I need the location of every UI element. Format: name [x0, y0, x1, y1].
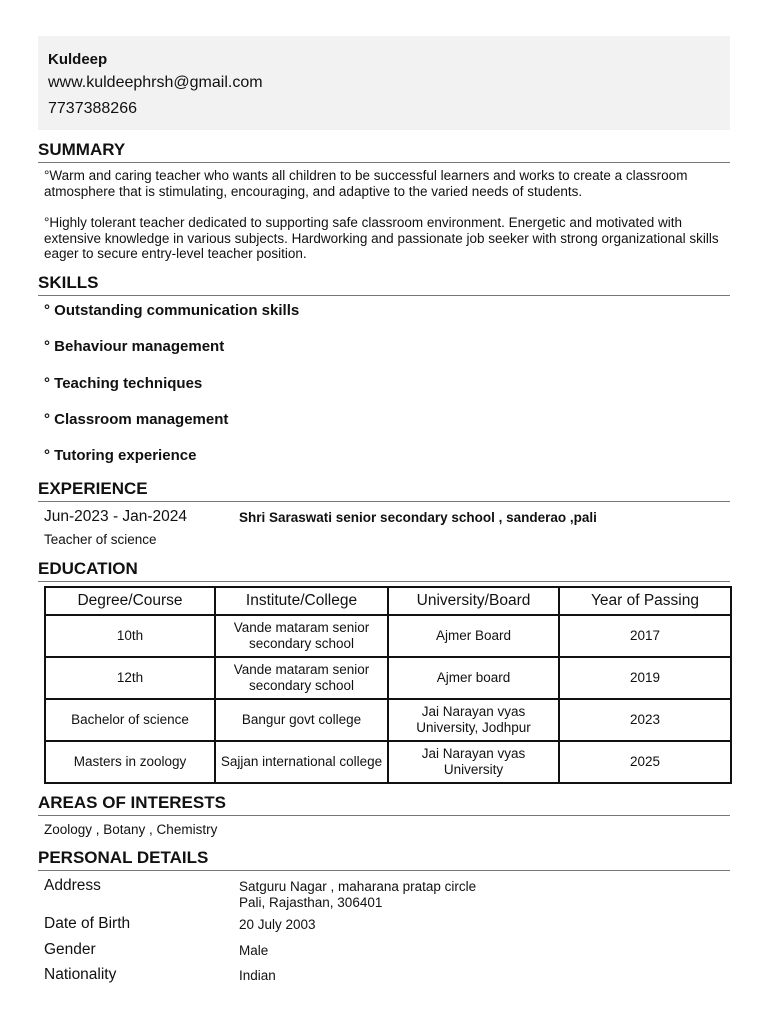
- table-row: [45, 699, 731, 741]
- table-cell: Ajmer Board: [388, 615, 559, 657]
- address-label: Address: [44, 877, 101, 894]
- table-cell: 10th: [45, 615, 215, 657]
- contact-header: [38, 36, 730, 130]
- table-cell: Masters in zoology: [45, 741, 215, 783]
- table-row: [45, 615, 731, 657]
- table-cell: 2019: [559, 657, 731, 699]
- table-cell: Vande mataram senior secondary school: [215, 615, 388, 657]
- skill-item: ° Classroom management: [44, 411, 229, 428]
- personal-details-heading: PERSONAL DETAILS: [38, 847, 730, 871]
- nationality-value: Indian: [239, 968, 276, 983]
- education-heading: EDUCATION: [38, 558, 730, 582]
- experience-dates: Jun-2023 - Jan-2024: [44, 508, 188, 525]
- skill-item: ° Outstanding communication skills: [44, 302, 300, 319]
- table-cell: 2017: [559, 615, 731, 657]
- phone-text: 7737388266: [48, 100, 137, 117]
- dob-label: Date of Birth: [44, 915, 131, 932]
- table-header-row: [45, 587, 731, 615]
- summary-heading: SUMMARY: [38, 139, 730, 163]
- gender-value: Male: [239, 943, 269, 958]
- skill-item: ° Behaviour management: [44, 338, 225, 355]
- address-line-1: Satguru Nagar , maharana pratap circle: [239, 879, 477, 894]
- skill-item: ° Tutoring experience: [44, 447, 197, 464]
- experience-organization: Shri Saraswati senior secondary school , sanderao ,pali: [239, 510, 597, 525]
- column-header: Degree/Course: [45, 587, 215, 615]
- address-line-2: Pali, Rajasthan, 306401: [239, 895, 383, 910]
- skill-item: ° Teaching techniques: [44, 375, 203, 392]
- experience-heading: EXPERIENCE: [38, 478, 730, 502]
- table-cell: Jai Narayan vyas University: [388, 741, 559, 783]
- summary-paragraph-1: °Warm and caring teacher who wants all children to be successful learners and works to create a classroom atmosphere that is stimulating, encouraging, and adaptive to the varied needs of students.: [44, 168, 688, 199]
- experience-role: Teacher of science: [44, 532, 157, 547]
- interests-text: Zoology , Botany , Chemistry: [44, 822, 218, 837]
- table-cell: Vande mataram senior secondary school: [215, 657, 388, 699]
- table-cell: 2025: [559, 741, 731, 783]
- table-row: [45, 657, 731, 699]
- table-cell: Bachelor of science: [45, 699, 215, 741]
- interests-heading: AREAS OF INTERESTS: [38, 792, 730, 816]
- table-cell: Jai Narayan vyas University, Jodhpur: [388, 699, 559, 741]
- column-header: University/Board: [388, 587, 559, 615]
- education-table: [44, 586, 732, 784]
- candidate-name: Kuldeep: [48, 51, 108, 68]
- table-cell: Sajjan international college: [215, 741, 388, 783]
- column-header: Institute/College: [215, 587, 388, 615]
- summary-paragraph-2: °Highly tolerant teacher dedicated to supporting safe classroom environment. Energetic and motivated with extensive knowledge in various subjects. Hardworking and passionate job seeker with strong organizational skills eager to secure entry-level teacher position.: [44, 215, 719, 261]
- nationality-label: Nationality: [44, 966, 117, 983]
- table-cell: 2023: [559, 699, 731, 741]
- dob-value: 20 July 2003: [239, 917, 316, 932]
- email-text: www.kuldeephrsh@gmail.com: [48, 74, 263, 91]
- table-cell: Bangur govt college: [215, 699, 388, 741]
- skills-heading: SKILLS: [38, 272, 730, 296]
- table-cell: Ajmer board: [388, 657, 559, 699]
- column-header: Year of Passing: [559, 587, 731, 615]
- gender-label: Gender: [44, 941, 96, 958]
- table-cell: 12th: [45, 657, 215, 699]
- table-row: [45, 741, 731, 783]
